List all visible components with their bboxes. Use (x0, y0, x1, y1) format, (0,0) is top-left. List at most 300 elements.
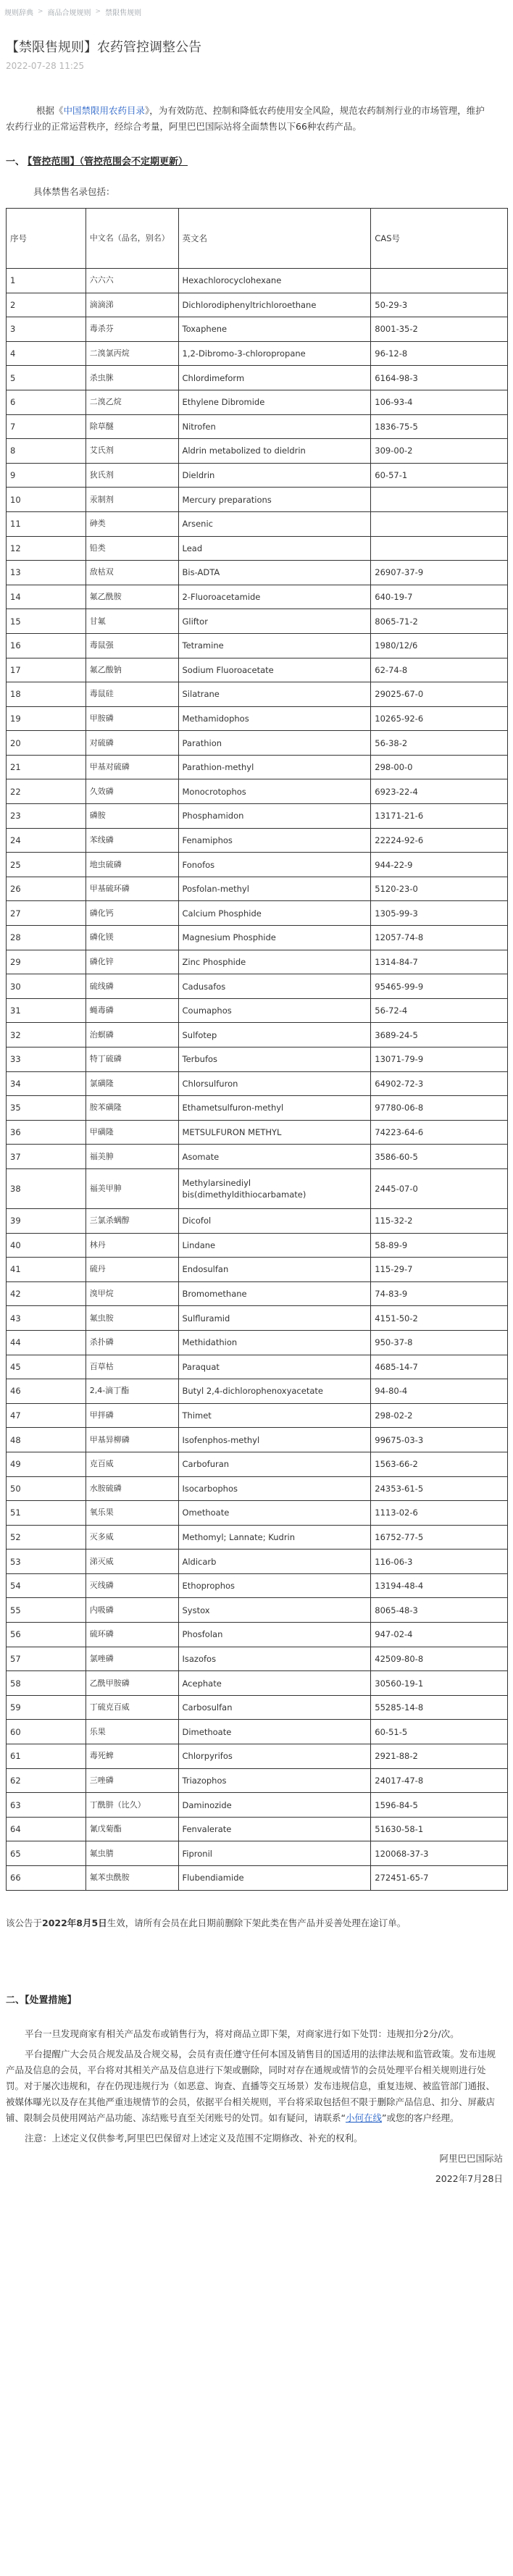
header-chinese-name: 中文名（品名，别名） (86, 209, 178, 269)
cell-english-name: Zinc Phosphide (178, 950, 371, 974)
cell-cas: 12057-74-8 (371, 926, 508, 950)
cell-index: 58 (7, 1671, 86, 1696)
cell-cas: 60-57-1 (371, 463, 508, 488)
cell-cas: 24017-47-8 (371, 1768, 508, 1793)
table-row (7, 1233, 508, 1258)
cell-index: 57 (7, 1647, 86, 1671)
cell-index: 5 (7, 366, 86, 390)
table-row (7, 1744, 508, 1769)
cell-index: 45 (7, 1355, 86, 1379)
table-row (7, 1428, 508, 1452)
cell-index: 16 (7, 633, 86, 658)
cell-index: 29 (7, 950, 86, 974)
cell-cas: 115-32-2 (371, 1208, 508, 1233)
cell-english-name: Silatrane (178, 682, 371, 707)
cell-index: 27 (7, 901, 86, 926)
cell-index: 13 (7, 561, 86, 585)
cell-cas: 950-37-8 (371, 1330, 508, 1355)
cell-index: 51 (7, 1501, 86, 1526)
notice-text-before: 该公告于 (6, 1917, 43, 1928)
section-number: 二、 (6, 1994, 25, 2006)
table-row (7, 1501, 508, 1526)
cell-chinese-name: 久效磷 (86, 779, 178, 804)
cell-english-name: Parathion (178, 731, 371, 756)
cell-index: 40 (7, 1233, 86, 1258)
table-row (7, 1525, 508, 1550)
cell-cas: 1563-66-2 (371, 1452, 508, 1476)
breadcrumb-item-product-compliance[interactable]: 商品合规规则 (47, 9, 91, 17)
cell-chinese-name: 氟虫腈 (86, 1841, 178, 1866)
cell-cas: 29025-67-0 (371, 682, 508, 707)
cell-index: 31 (7, 998, 86, 1023)
cell-english-name: Toxaphene (178, 317, 371, 342)
cell-english-name: Fenvalerate (178, 1817, 371, 1841)
cell-cas (371, 536, 508, 561)
cell-cas: 1836-75-5 (371, 414, 508, 439)
cell-cas: 74-83-9 (371, 1281, 508, 1306)
cell-english-name: Triazophos (178, 1768, 371, 1793)
table-row (7, 633, 508, 658)
cell-chinese-name: 甘氟 (86, 609, 178, 634)
cell-chinese-name: 灭线磷 (86, 1573, 178, 1598)
cell-english-name: Sulfotep (178, 1023, 371, 1047)
cell-chinese-name: 汞制剂 (86, 488, 178, 512)
table-row (7, 293, 508, 317)
table-row (7, 1355, 508, 1379)
section-measures-heading (0, 1931, 513, 2006)
table-row (7, 804, 508, 829)
table-row (7, 1096, 508, 1121)
cell-english-name: Thimet (178, 1403, 371, 1428)
cell-english-name: Sulfluramid (178, 1306, 371, 1331)
table-row (7, 317, 508, 342)
cell-chinese-name: 磷化镁 (86, 926, 178, 950)
table-row (7, 1208, 508, 1233)
cell-english-name: Mercury preparations (178, 488, 371, 512)
cell-chinese-name: 二溴氯丙烷 (86, 341, 178, 366)
disclaimer-note: 注意：上述定义仅供参考,阿里巴巴保留对上述定义及范围不定期修改、补充的权利。 (25, 2132, 363, 2144)
cell-english-name: Methidathion (178, 1330, 371, 1355)
table-row (7, 1695, 508, 1720)
cell-cas (371, 269, 508, 293)
cell-cas: 120068-37-3 (371, 1841, 508, 1866)
cell-index: 30 (7, 974, 86, 999)
cell-chinese-name: 硫线磷 (86, 974, 178, 999)
table-row (7, 1258, 508, 1282)
cell-cas: 58-89-9 (371, 1233, 508, 1258)
cell-chinese-name: 除草醚 (86, 414, 178, 439)
cell-index: 2 (7, 293, 86, 317)
cell-index: 34 (7, 1071, 86, 1096)
cell-cas: 56-38-2 (371, 731, 508, 756)
cell-index: 24 (7, 828, 86, 853)
cell-english-name: METSULFURON METHYL (178, 1120, 371, 1145)
section-scope-heading (0, 135, 513, 167)
cell-english-name: Ethoprophos (178, 1573, 371, 1598)
cell-english-name: Aldrin metabolized to dieldrin (178, 439, 371, 464)
cell-chinese-name: 艾氏剂 (86, 439, 178, 464)
cell-chinese-name: 乐果 (86, 1720, 178, 1744)
cell-chinese-name: 氰戊菊酯 (86, 1817, 178, 1841)
effective-date: 2022年8月5日 (42, 1917, 107, 1928)
cell-index: 53 (7, 1550, 86, 1574)
cell-cas: 30560-19-1 (371, 1671, 508, 1696)
cell-english-name: Bromomethane (178, 1281, 371, 1306)
cell-english-name: Parathion-methyl (178, 755, 371, 779)
cell-cas: 74223-64-6 (371, 1120, 508, 1145)
cell-chinese-name: 甲基异柳磷 (86, 1428, 178, 1452)
cell-english-name: Magnesium Phosphide (178, 926, 371, 950)
cell-english-name: Calcium Phosphide (178, 901, 371, 926)
breadcrumb-separator-icon: > (95, 8, 101, 15)
cell-english-name: Fonofos (178, 853, 371, 877)
table-row (7, 366, 508, 390)
cell-english-name: Asomate (178, 1145, 371, 1169)
table-row (7, 682, 508, 707)
cell-cas: 1980/12/6 (371, 633, 508, 658)
cell-english-name: Dichlorodiphenyltrichloroethane (178, 293, 371, 317)
cell-index: 65 (7, 1841, 86, 1866)
table-row (7, 1168, 508, 1208)
cell-index: 1 (7, 269, 86, 293)
cell-index: 21 (7, 755, 86, 779)
cell-chinese-name: 地虫硫磷 (86, 853, 178, 877)
cell-cas: 3586-60-5 (371, 1145, 508, 1169)
cell-index: 41 (7, 1258, 86, 1282)
cell-chinese-name: 二溴乙烷 (86, 390, 178, 414)
table-header-row (7, 209, 508, 269)
table-row (7, 926, 508, 950)
cell-cas: 8001-35-2 (371, 317, 508, 342)
cell-cas: 16752-77-5 (371, 1525, 508, 1550)
cell-english-name: Acephate (178, 1671, 371, 1696)
intro-text-after: 》，为有效防范、控制和降低农药使用安全风险，规范农药制剂行业的市场管理，维护农药行业的正常运营秩序，经综合考量，阿里巴巴国际站将全面禁售以下66种农药产品。 (6, 105, 485, 132)
cell-chinese-name: 磷化锌 (86, 950, 178, 974)
cell-english-name: Tetramine (178, 633, 371, 658)
cell-index: 52 (7, 1525, 86, 1550)
cell-chinese-name: 氯磺隆 (86, 1071, 178, 1096)
cell-index: 38 (7, 1168, 86, 1208)
table-row (7, 536, 508, 561)
cell-chinese-name: 对硫磷 (86, 731, 178, 756)
cell-index: 59 (7, 1695, 86, 1720)
cell-english-name: Ethametsulfuron-methyl (178, 1096, 371, 1121)
cell-cas: 13194-48-4 (371, 1573, 508, 1598)
breadcrumb-item-rules-dictionary[interactable]: 规则辞典 (4, 9, 33, 17)
cell-english-name: Isofenphos-methyl (178, 1428, 371, 1452)
cell-english-name: Methomyl; Lannate; Kudrin (178, 1525, 371, 1550)
cell-index: 64 (7, 1817, 86, 1841)
cell-chinese-name: 百草枯 (86, 1355, 178, 1379)
cell-cas: 50-29-3 (371, 293, 508, 317)
banned-list-intro: 具体禁售名录包括： (33, 186, 115, 197)
cell-cas: 60-51-5 (371, 1720, 508, 1744)
cell-english-name: Chlordimeform (178, 366, 371, 390)
table-row (7, 1379, 508, 1404)
cell-english-name: Sodium Fluoroacetate (178, 658, 371, 682)
cell-cas: 2921-88-2 (371, 1744, 508, 1769)
header-index: 序号 (7, 209, 86, 269)
table-row (7, 1476, 508, 1501)
cell-cas: 26907-37-9 (371, 561, 508, 585)
cell-cas: 42509-80-8 (371, 1647, 508, 1671)
cell-english-name: Methamidophos (178, 706, 371, 731)
effective-date-notice (0, 1891, 513, 1931)
table-row (7, 1793, 508, 1818)
cell-cas: 8065-48-3 (371, 1598, 508, 1623)
table-row (7, 877, 508, 901)
cell-index: 66 (7, 1866, 86, 1891)
cell-index: 15 (7, 609, 86, 634)
page-title: 【禁限售规则】农药管控调整公告 (6, 40, 201, 55)
publish-date: 2022-07-28 11:25 (6, 61, 85, 71)
cell-cas: 62-74-8 (371, 658, 508, 682)
cell-cas: 6164-98-3 (371, 366, 508, 390)
cell-chinese-name: 内吸磷 (86, 1598, 178, 1623)
cell-index: 43 (7, 1306, 86, 1331)
cell-english-name: Coumaphos (178, 998, 371, 1023)
section-number: 一、 (6, 156, 25, 167)
table-row (7, 779, 508, 804)
cell-chinese-name: 氟虫胺 (86, 1306, 178, 1331)
cell-cas: 8065-71-2 (371, 609, 508, 634)
table-row (7, 1120, 508, 1145)
cell-chinese-name: 水胺硫磷 (86, 1476, 178, 1501)
cell-english-name: Phosphamidon (178, 804, 371, 829)
cell-index: 28 (7, 926, 86, 950)
cell-chinese-name: 甲磺隆 (86, 1120, 178, 1145)
cell-index: 47 (7, 1403, 86, 1428)
cell-index: 55 (7, 1598, 86, 1623)
cell-chinese-name: 砷类 (86, 511, 178, 536)
table-row (7, 1071, 508, 1096)
breadcrumb-separator-icon: > (38, 8, 43, 15)
table-row (7, 609, 508, 634)
cell-english-name: Ethylene Dibromide (178, 390, 371, 414)
cell-index: 36 (7, 1120, 86, 1145)
signature-date: 2022年7月28日 (435, 2173, 503, 2184)
cell-english-name: Daminozide (178, 1793, 371, 1818)
cell-chinese-name: 甲拌磷 (86, 1403, 178, 1428)
cell-chinese-name: 三唑磷 (86, 1768, 178, 1793)
cell-cas: 22224-92-6 (371, 828, 508, 853)
cell-index: 20 (7, 731, 86, 756)
notice-text-after: 生效，请所有会员在此日期前删除下架此类在售产品并妥善处理在途订单。 (107, 1917, 406, 1928)
cell-cas: 24353-61-5 (371, 1476, 508, 1501)
cell-chinese-name: 狄氏剂 (86, 463, 178, 488)
cell-chinese-name: 毒鼠硅 (86, 682, 178, 707)
breadcrumb (0, 0, 513, 19)
cell-index: 6 (7, 390, 86, 414)
cell-chinese-name: 丁硫克百威 (86, 1695, 178, 1720)
cell-index: 33 (7, 1047, 86, 1072)
cell-chinese-name: 氯唑磷 (86, 1647, 178, 1671)
cell-chinese-name: 三氯杀螨醇 (86, 1208, 178, 1233)
cell-cas: 116-06-3 (371, 1550, 508, 1574)
cell-chinese-name: 甲胺磷 (86, 706, 178, 731)
cell-chinese-name: 硫丹 (86, 1258, 178, 1282)
table-row (7, 561, 508, 585)
cell-index: 39 (7, 1208, 86, 1233)
cell-english-name: Fenamiphos (178, 828, 371, 853)
cell-english-name: Flubendiamide (178, 1866, 371, 1891)
cell-english-name: Dimethoate (178, 1720, 371, 1744)
compliance-text: 平台提醒广大会员合规发品及合规交易，会员有责任遵守任何本国及销售目的国适用的法律法规和监管政策。发布违规产品及信息的会员，平台将对其相关产品及信息进行下架或删除，同时对存在通规或情节的会员处理平台相关规则进行处罚。对于屡次违规和，存在仍现违规行为（如恶意、询查、直播等交互场景）发布违规信息，重复违规、被监管部门通报、被媒体曝光以及存在其他严重违规情节的会员，依据平台相关规则，平台将采取包括但不限于删除产品信息、扣分、屏蔽店铺、限制会员使用网站产品功能、冻结账号直至关闭账号的处罚。如有疑问，请联系“ (6, 2048, 496, 2123)
cell-chinese-name: 杀扑磷 (86, 1330, 178, 1355)
header-cas: CAS号 (371, 209, 508, 269)
cell-cas: 97780-06-8 (371, 1096, 508, 1121)
table-row (7, 1550, 508, 1574)
cell-index: 54 (7, 1573, 86, 1598)
breadcrumb-item-current: 禁限售规则 (105, 9, 142, 17)
cell-chinese-name: 蝇毒磷 (86, 998, 178, 1023)
intro-text-before: 根据《 (36, 105, 64, 116)
cell-english-name: Chlorsulfuron (178, 1071, 371, 1096)
cell-index: 4 (7, 341, 86, 366)
cell-english-name: Bis-ADTA (178, 561, 371, 585)
table-row (7, 488, 508, 512)
cell-cas: 5120-23-0 (371, 877, 508, 901)
cell-chinese-name: 毒死蜱 (86, 1744, 178, 1769)
cell-index: 23 (7, 804, 86, 829)
cell-cas: 3689-24-5 (371, 1023, 508, 1047)
table-row (7, 1023, 508, 1047)
cell-index: 61 (7, 1744, 86, 1769)
cell-chinese-name: 敌枯双 (86, 561, 178, 585)
cell-english-name: Gliftor (178, 609, 371, 634)
cell-index: 9 (7, 463, 86, 488)
cell-english-name: Lead (178, 536, 371, 561)
cell-english-name: Lindane (178, 1233, 371, 1258)
cell-chinese-name: 克百威 (86, 1452, 178, 1476)
compliance-paragraph (0, 2042, 513, 2126)
table-row (7, 1647, 508, 1671)
table-row (7, 341, 508, 366)
cell-cas: 309-00-2 (371, 439, 508, 464)
cell-cas: 4685-14-7 (371, 1355, 508, 1379)
cell-index: 14 (7, 585, 86, 609)
cell-english-name: Carbosulfan (178, 1695, 371, 1720)
cell-chinese-name: 乙酰甲胺磷 (86, 1671, 178, 1696)
cell-chinese-name: 杀虫脒 (86, 366, 178, 390)
intro-paragraph (0, 71, 513, 135)
cell-chinese-name: 毒鼠强 (86, 633, 178, 658)
cell-chinese-name: 胺苯磺隆 (86, 1096, 178, 1121)
header-english-name: 英文名 (178, 209, 371, 269)
cell-cas: 1305-99-3 (371, 901, 508, 926)
cell-chinese-name: 灭多威 (86, 1525, 178, 1550)
cell-index: 26 (7, 877, 86, 901)
cell-index: 50 (7, 1476, 86, 1501)
cell-index: 44 (7, 1330, 86, 1355)
table-row (7, 1330, 508, 1355)
signature-org: 阿里巴巴国际站 (439, 2152, 503, 2164)
online-support-link[interactable]: 小何在线 (345, 2112, 382, 2123)
cell-chinese-name: 磷化钙 (86, 901, 178, 926)
cell-chinese-name: 治螟磷 (86, 1023, 178, 1047)
cell-cas: 944-22-9 (371, 853, 508, 877)
cell-chinese-name: 苯线磷 (86, 828, 178, 853)
cell-chinese-name: 硫环磷 (86, 1623, 178, 1647)
cell-cas: 13171-21-6 (371, 804, 508, 829)
cell-index: 56 (7, 1623, 86, 1647)
cell-index: 63 (7, 1793, 86, 1818)
cell-english-name: Aldicarb (178, 1550, 371, 1574)
table-row (7, 269, 508, 293)
table-row (7, 974, 508, 999)
penalty-paragraph: 平台一旦发现商家有相关产品发布或销售行为，将对商品立即下架，对商家进行如下处罚：违规扣分2分/次。 (25, 2028, 459, 2039)
cell-cas: 6923-22-4 (371, 779, 508, 804)
cell-index: 32 (7, 1023, 86, 1047)
cell-index: 46 (7, 1379, 86, 1404)
cell-cas: 64902-72-3 (371, 1071, 508, 1096)
cell-index: 11 (7, 511, 86, 536)
cell-english-name: Cadusafos (178, 974, 371, 999)
table-row (7, 511, 508, 536)
cell-cas: 95465-99-9 (371, 974, 508, 999)
cell-chinese-name: 福美胂 (86, 1145, 178, 1169)
cell-index: 12 (7, 536, 86, 561)
cell-chinese-name: 丁酰肼（比久） (86, 1793, 178, 1818)
cell-chinese-name: 氟乙酸钠 (86, 658, 178, 682)
cell-chinese-name: 磷胺 (86, 804, 178, 829)
compliance-text-end: ”或您的客户经理。 (382, 2112, 459, 2123)
cell-chinese-name: 氟乙酰胺 (86, 585, 178, 609)
cell-index: 17 (7, 658, 86, 682)
table-row (7, 585, 508, 609)
cell-cas: 1596-84-5 (371, 1793, 508, 1818)
cell-index: 37 (7, 1145, 86, 1169)
cell-cas: 115-29-7 (371, 1258, 508, 1282)
cell-index: 62 (7, 1768, 86, 1793)
cell-cas: 13071-79-9 (371, 1047, 508, 1072)
cell-english-name: Isocarbophos (178, 1476, 371, 1501)
cell-cas: 55285-14-8 (371, 1695, 508, 1720)
cell-english-name: Posfolan-methyl (178, 877, 371, 901)
table-row (7, 1403, 508, 1428)
cell-english-name: Fipronil (178, 1841, 371, 1866)
table-row (7, 658, 508, 682)
cell-english-name: Endosulfan (178, 1258, 371, 1282)
cell-english-name: Chlorpyrifos (178, 1744, 371, 1769)
cell-english-name: Monocrotophos (178, 779, 371, 804)
cell-cas: 51630-58-1 (371, 1817, 508, 1841)
section-measures-title: 【处置措施】 (25, 1994, 77, 2006)
cell-index: 3 (7, 317, 86, 342)
cell-chinese-name: 氧乐果 (86, 1501, 178, 1526)
cell-chinese-name: 六六六 (86, 269, 178, 293)
cell-cas: 4151-50-2 (371, 1306, 508, 1331)
cell-cas: 298-02-2 (371, 1403, 508, 1428)
pesticide-catalog-link[interactable]: 中国禁限用农药目录 (63, 105, 146, 116)
table-row (7, 1866, 508, 1891)
cell-english-name: Terbufos (178, 1047, 371, 1072)
table-row (7, 706, 508, 731)
cell-english-name: Dicofol (178, 1208, 371, 1233)
table-row (7, 1573, 508, 1598)
cell-english-name: 1,2-Dibromo-3-chloropropane (178, 341, 371, 366)
cell-english-name: Phosfolan (178, 1623, 371, 1647)
cell-english-name: 2-Fluoroacetamide (178, 585, 371, 609)
table-row (7, 1452, 508, 1476)
cell-english-name: Paraquat (178, 1355, 371, 1379)
banned-pesticide-table (6, 208, 508, 1891)
cell-cas: 1314-84-7 (371, 950, 508, 974)
section-scope-title: 【管控范围】（管控范围会不定期更新） (28, 156, 188, 167)
cell-english-name: Butyl 2,4-dichlorophenoxyacetate (178, 1379, 371, 1404)
cell-cas: 106-93-4 (371, 390, 508, 414)
cell-cas: 10265-92-6 (371, 706, 508, 731)
